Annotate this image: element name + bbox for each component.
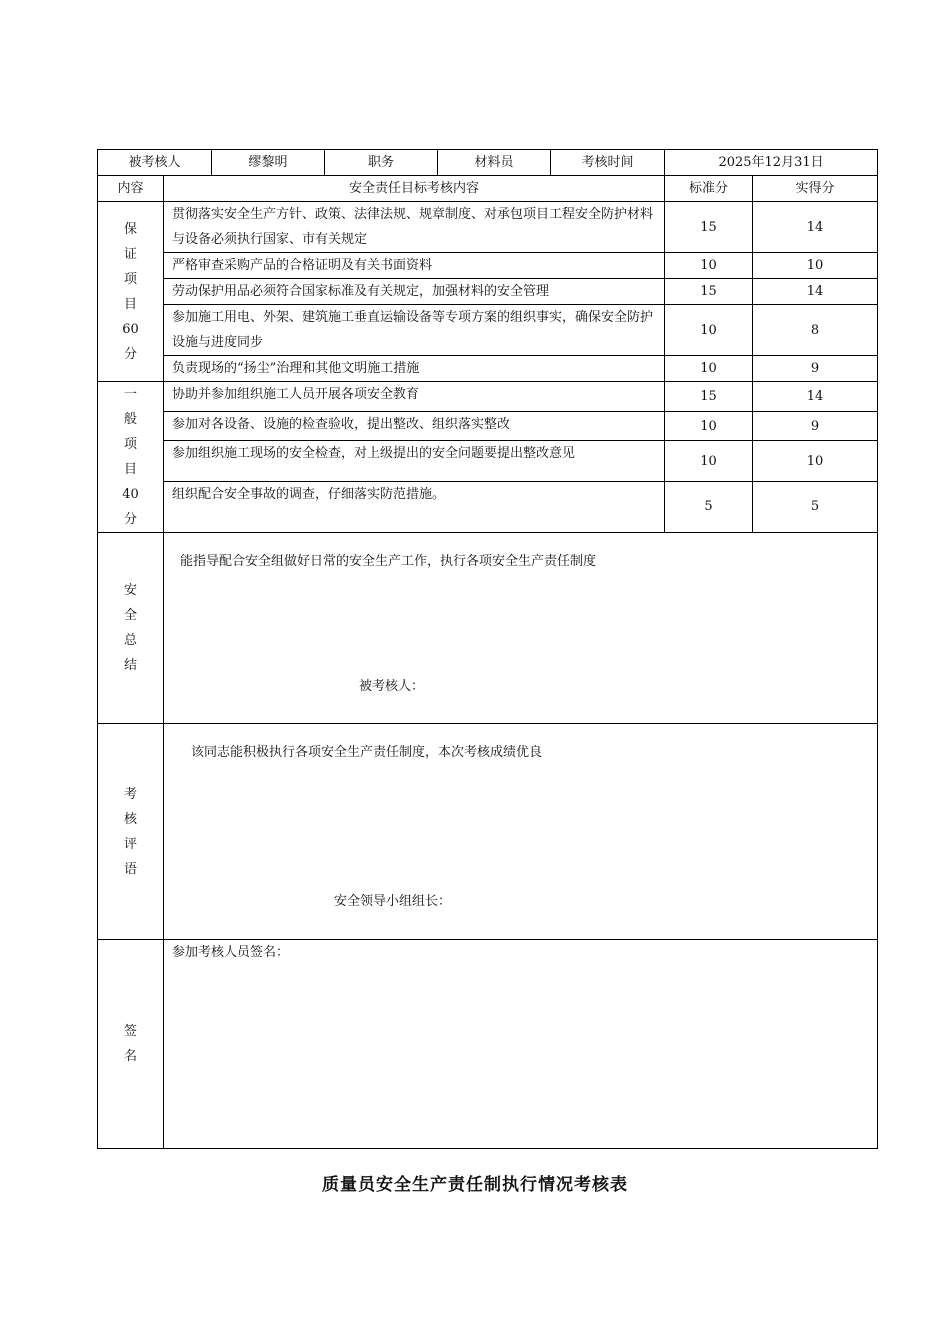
actual-score: 9 — [753, 412, 878, 441]
comment-text: 该同志能积极执行各项安全生产责任制度，本次考核成绩优良 — [191, 745, 543, 760]
general-category-label — [98, 382, 164, 533]
standard-score: 5 — [665, 481, 753, 532]
examinee-label: 被考核人 — [98, 150, 212, 176]
actual-score: 10 — [753, 253, 878, 279]
standard-score: 10 — [665, 253, 753, 279]
label-char: 名 — [123, 1049, 137, 1064]
guarantee-row-3 — [98, 279, 878, 305]
label-char: 分 — [123, 346, 137, 362]
standard-score: 15 — [665, 202, 753, 253]
label-char: 全 — [123, 608, 137, 623]
guarantee-category-label — [98, 202, 164, 382]
standard-score: 10 — [665, 356, 753, 382]
general-row-4 — [98, 481, 878, 532]
general-row-2 — [98, 412, 878, 441]
standard-score: 15 — [665, 279, 753, 305]
actual-score: 14 — [753, 382, 878, 412]
header-row — [98, 150, 878, 176]
category-header: 内容 — [98, 176, 164, 202]
label-char: 证 — [123, 246, 137, 262]
actual-score: 5 — [753, 481, 878, 532]
general-item-text: 参加组织施工现场的安全检查，对上级提出的安全问题要提出整改意见 — [164, 441, 665, 481]
guarantee-row-4 — [98, 305, 878, 356]
date-value: 2025年12月31日 — [665, 150, 878, 176]
label-char: 般 — [123, 412, 137, 427]
label-char: 一 — [123, 387, 137, 402]
comment-row — [98, 724, 878, 940]
general-row-1 — [98, 382, 878, 412]
general-row-3 — [98, 441, 878, 481]
guarantee-item-text: 贯彻落实安全生产方针、政策、法律法规、规章制度、对承包项目工程安全防护材料与设备必须执行国家、市有关规定 — [164, 202, 665, 253]
content-header: 安全责任目标考核内容 — [164, 176, 665, 202]
summary-signer: 被考核人： — [359, 679, 425, 694]
guarantee-item-text: 参加施工用电、外架、建筑施工垂直运输设备等专项方案的组织事实，确保安全防护设施与进度同步 — [164, 305, 665, 356]
column-header-row — [98, 176, 878, 202]
label-char: 安 — [123, 583, 137, 598]
summary-row — [98, 533, 878, 724]
guarantee-item-text: 严格审查采购产品的合格证明及有关书面资料 — [164, 253, 665, 279]
label-char: 签 — [123, 1024, 137, 1039]
general-item-text: 协助并参加组织施工人员开展各项安全教育 — [164, 382, 665, 412]
label-char: 目 — [123, 296, 137, 312]
standard-score: 10 — [665, 412, 753, 441]
comment-signer: 安全领导小组组长： — [334, 894, 452, 909]
guarantee-row-5 — [98, 356, 878, 382]
signature-content — [164, 940, 878, 1149]
general-item-text: 组织配合安全事故的调查，仔细落实防范措施。 — [164, 481, 665, 532]
general-item-text: 参加对各设备、设施的检查验收，提出整改、组织落实整改 — [164, 412, 665, 441]
label-char: 语 — [123, 861, 137, 877]
comment-label — [98, 724, 164, 940]
label-char: 60 — [122, 321, 139, 337]
examinee-name: 缪黎明 — [212, 150, 325, 176]
standard-score: 10 — [665, 305, 753, 356]
label-char: 40 — [122, 487, 139, 502]
position-label: 职务 — [325, 150, 438, 176]
label-char: 目 — [123, 462, 137, 477]
summary-content — [164, 533, 878, 724]
position-value: 材料员 — [438, 150, 551, 176]
actual-score-header: 实得分 — [753, 176, 878, 202]
signature-text: 参加考核人员签名： — [172, 945, 290, 960]
standard-score: 10 — [665, 441, 753, 481]
guarantee-item-text: 劳动保护用品必须符合国家标准及有关规定，加强材料的安全管理 — [164, 279, 665, 305]
summary-label — [98, 533, 164, 724]
label-char: 核 — [123, 811, 137, 827]
guarantee-row-2 — [98, 253, 878, 279]
actual-score: 14 — [753, 279, 878, 305]
label-char: 评 — [123, 836, 137, 852]
standard-score-header: 标准分 — [665, 176, 753, 202]
label-char: 结 — [123, 658, 137, 673]
summary-text: 能指导配合安全组做好日常的安全生产工作，执行各项安全生产责任制度 — [180, 554, 597, 569]
label-char: 项 — [123, 437, 137, 452]
label-char: 总 — [123, 633, 137, 648]
actual-score: 10 — [753, 441, 878, 481]
standard-score: 15 — [665, 382, 753, 412]
actual-score: 14 — [753, 202, 878, 253]
actual-score: 9 — [753, 356, 878, 382]
label-char: 保 — [123, 221, 137, 237]
actual-score: 8 — [753, 305, 878, 356]
document-title: 质量员安全生产责任制执行情况考核表 — [322, 1175, 628, 1195]
signature-label — [98, 940, 164, 1149]
date-label: 考核时间 — [551, 150, 665, 176]
guarantee-row-1 — [98, 202, 878, 253]
signature-row — [98, 940, 878, 1149]
guarantee-item-text: 负责现场的“扬尘”治理和其他文明施工措施 — [164, 356, 665, 382]
assessment-table — [97, 149, 878, 1149]
label-char: 分 — [123, 512, 137, 527]
comment-content — [164, 724, 878, 940]
label-char: 项 — [123, 271, 137, 287]
label-char: 考 — [123, 786, 137, 802]
